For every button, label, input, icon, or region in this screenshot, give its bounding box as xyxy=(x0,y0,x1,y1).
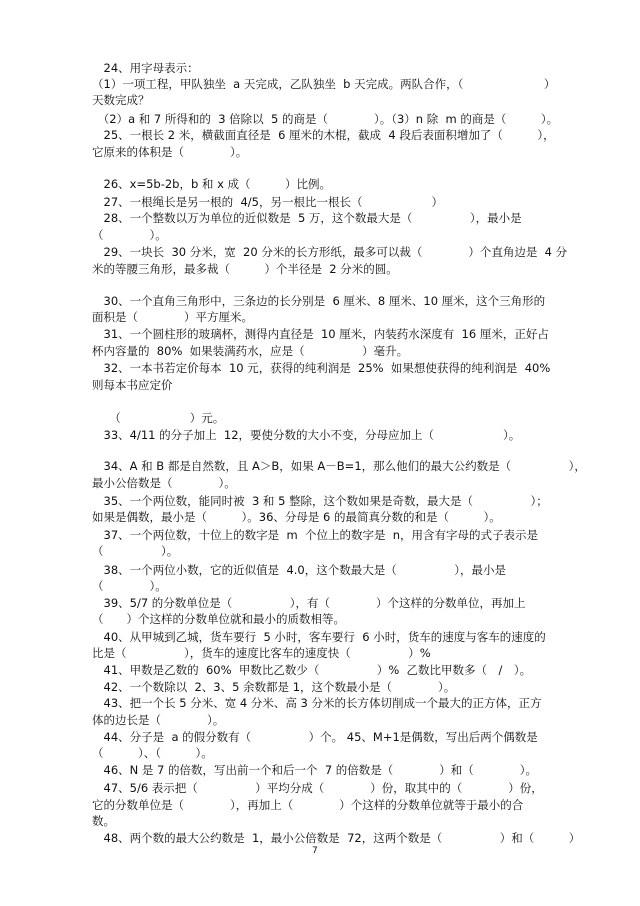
text-line: 33、4/11 的分子加上 12，要使分数的大小不变，分母应加上（ ）。 xyxy=(92,428,521,442)
text-line: 42、一个数除以 2、3、5 余数都是 1，这个数最小是（ ）。 xyxy=(92,680,456,694)
text-line: 40、从甲城到乙城，货车要行 5 小时，客车要行 6 小时，货车的速度与客车的速度的 xyxy=(92,630,546,644)
text-line: 它原来的体积是（ ）。 xyxy=(92,145,248,159)
text-line: 35、一个两位数，能同时被 3 和 5 整除，这个数如果是奇数，最大是（ ）； xyxy=(92,494,548,508)
text-line: （ ）。 xyxy=(92,228,167,242)
text-line: 34、A 和 B 都是自然数，且 A＞B，如果 A－B=1，那么他们的最大公约数是（ ）， xyxy=(92,459,586,473)
text-line: 31、一个圆柱形的玻璃杯，测得内直径是 10 厘米，内装药水深度有 16 厘米，正好占 xyxy=(92,327,549,341)
text-line: （ ）元。 xyxy=(92,411,225,425)
text-line: （1）一项工程，甲队独坐 a 天完成，乙队独坐 b 天完成。两队合作，（ ） xyxy=(92,77,556,91)
text-line: 38、一个两位小数，它的近似值是 4.0，这个数最大是（ ），最小是 xyxy=(92,563,506,577)
text-line: 28、一个整数以万为单位的近似数是 5 万，这个数最大是（ ），最小是 xyxy=(92,211,522,225)
text-line: 面积是（ ）平方厘米。 xyxy=(92,310,253,324)
text-line: 24、用字母表示： xyxy=(92,61,199,75)
page-number: 7 xyxy=(312,846,318,856)
text-line: 它的分数单位是（ ），再加上（ ）个这样的分数单位就等于最小的合 xyxy=(92,798,524,812)
text-line: （ ）。 xyxy=(92,544,179,558)
text-line: 体的边长是（ ）。 xyxy=(92,713,225,727)
text-line: 米的等腰三角形，最多裁（ ）个半径是 2 分米的圆。 xyxy=(92,262,398,276)
text-line: 数。 xyxy=(92,814,115,828)
text-line: （ ）。 xyxy=(92,579,167,593)
text-line: 44、分子是 a 的假分数有（ ）个。 45、M+1是偶数，写出后两个偶数是 xyxy=(92,730,538,744)
text-line: 26、x=5b-2b，b 和 x 成（ ）比例。 xyxy=(92,177,332,191)
text-line: 32、一本书若定价每本 10 元，获得的纯利润是 25% 如果想使获得的纯利润是 40% xyxy=(92,361,551,375)
text-line: 43、把一个长 5 分米、宽 4 分米、高 3 分米的长方体切削成一个最大的正方体，正方 xyxy=(92,696,542,710)
text-line: 比是（ ），货车的速度比客车的速度快（ ）% xyxy=(92,646,431,660)
text-line: 47、5/6 表示把（ ）平均分成（ ）份，取其中的（ ）份， xyxy=(92,781,543,795)
text-line: 25、一根长 2 米，横截面直径是 6 厘米的木棍，截成 4 段后表面积增加了（ ）， xyxy=(92,128,555,142)
text-line: （2）a 和 7 所得和的 3 倍除以 5 的商是（ ）。（3）n 除 m 的商是（ ）。 xyxy=(92,112,559,126)
text-line: （ ）、（ ）。 xyxy=(92,746,213,760)
text-line: 30、一个直角三角形中，三条边的长分别是 6 厘米、8 厘米、10 厘米，这个三角形的 xyxy=(92,294,546,308)
text-line: 则每本书应定价 xyxy=(92,378,173,392)
text-line: 27、一根绳长是另一根的 4/5，另一根比一根长（ ） xyxy=(92,195,443,209)
text-line: 杯内容量的 80% 如果装满药水，应是（ ）毫升。 xyxy=(92,344,409,358)
text-line: 如果是偶数，最小是（ ）。36、分母是 6 的最简真分数的和是（ ）。 xyxy=(92,510,501,524)
text-line: （ ）个这样的分数单位就和最小的质数相等。 xyxy=(92,612,345,626)
text-line: 39、5/7 的分数单位是（ ），有（ ）个这样的分数单位，再加上 xyxy=(92,596,526,610)
text-line: 29、一块长 30 分米，宽 20 分米的长方形纸，最多可以裁（ ）个直角边是 4 分 xyxy=(92,245,568,259)
text-line: 48、两个数的最大公约数是 1，最小公倍数是 72，这两个数是（ ）和（ ） xyxy=(92,831,581,845)
text-line: 41、甲数是乙数的 60% 甲数比乙数少（ ）% 乙数比甲数多（ / ）。 xyxy=(92,663,532,677)
text-line: 最小公倍数是（ ）。 xyxy=(92,476,236,490)
text-line: 37、一个两位数，十位上的数字是 m 个位上的数字是 n，用含有字母的式子表示是 xyxy=(92,528,539,542)
text-line: 天数完成？ xyxy=(92,93,150,107)
text-line: 46、N 是 7 的倍数，写出前一个和后一个 7 的倍数是（ ）和（ ）。 xyxy=(92,763,538,777)
